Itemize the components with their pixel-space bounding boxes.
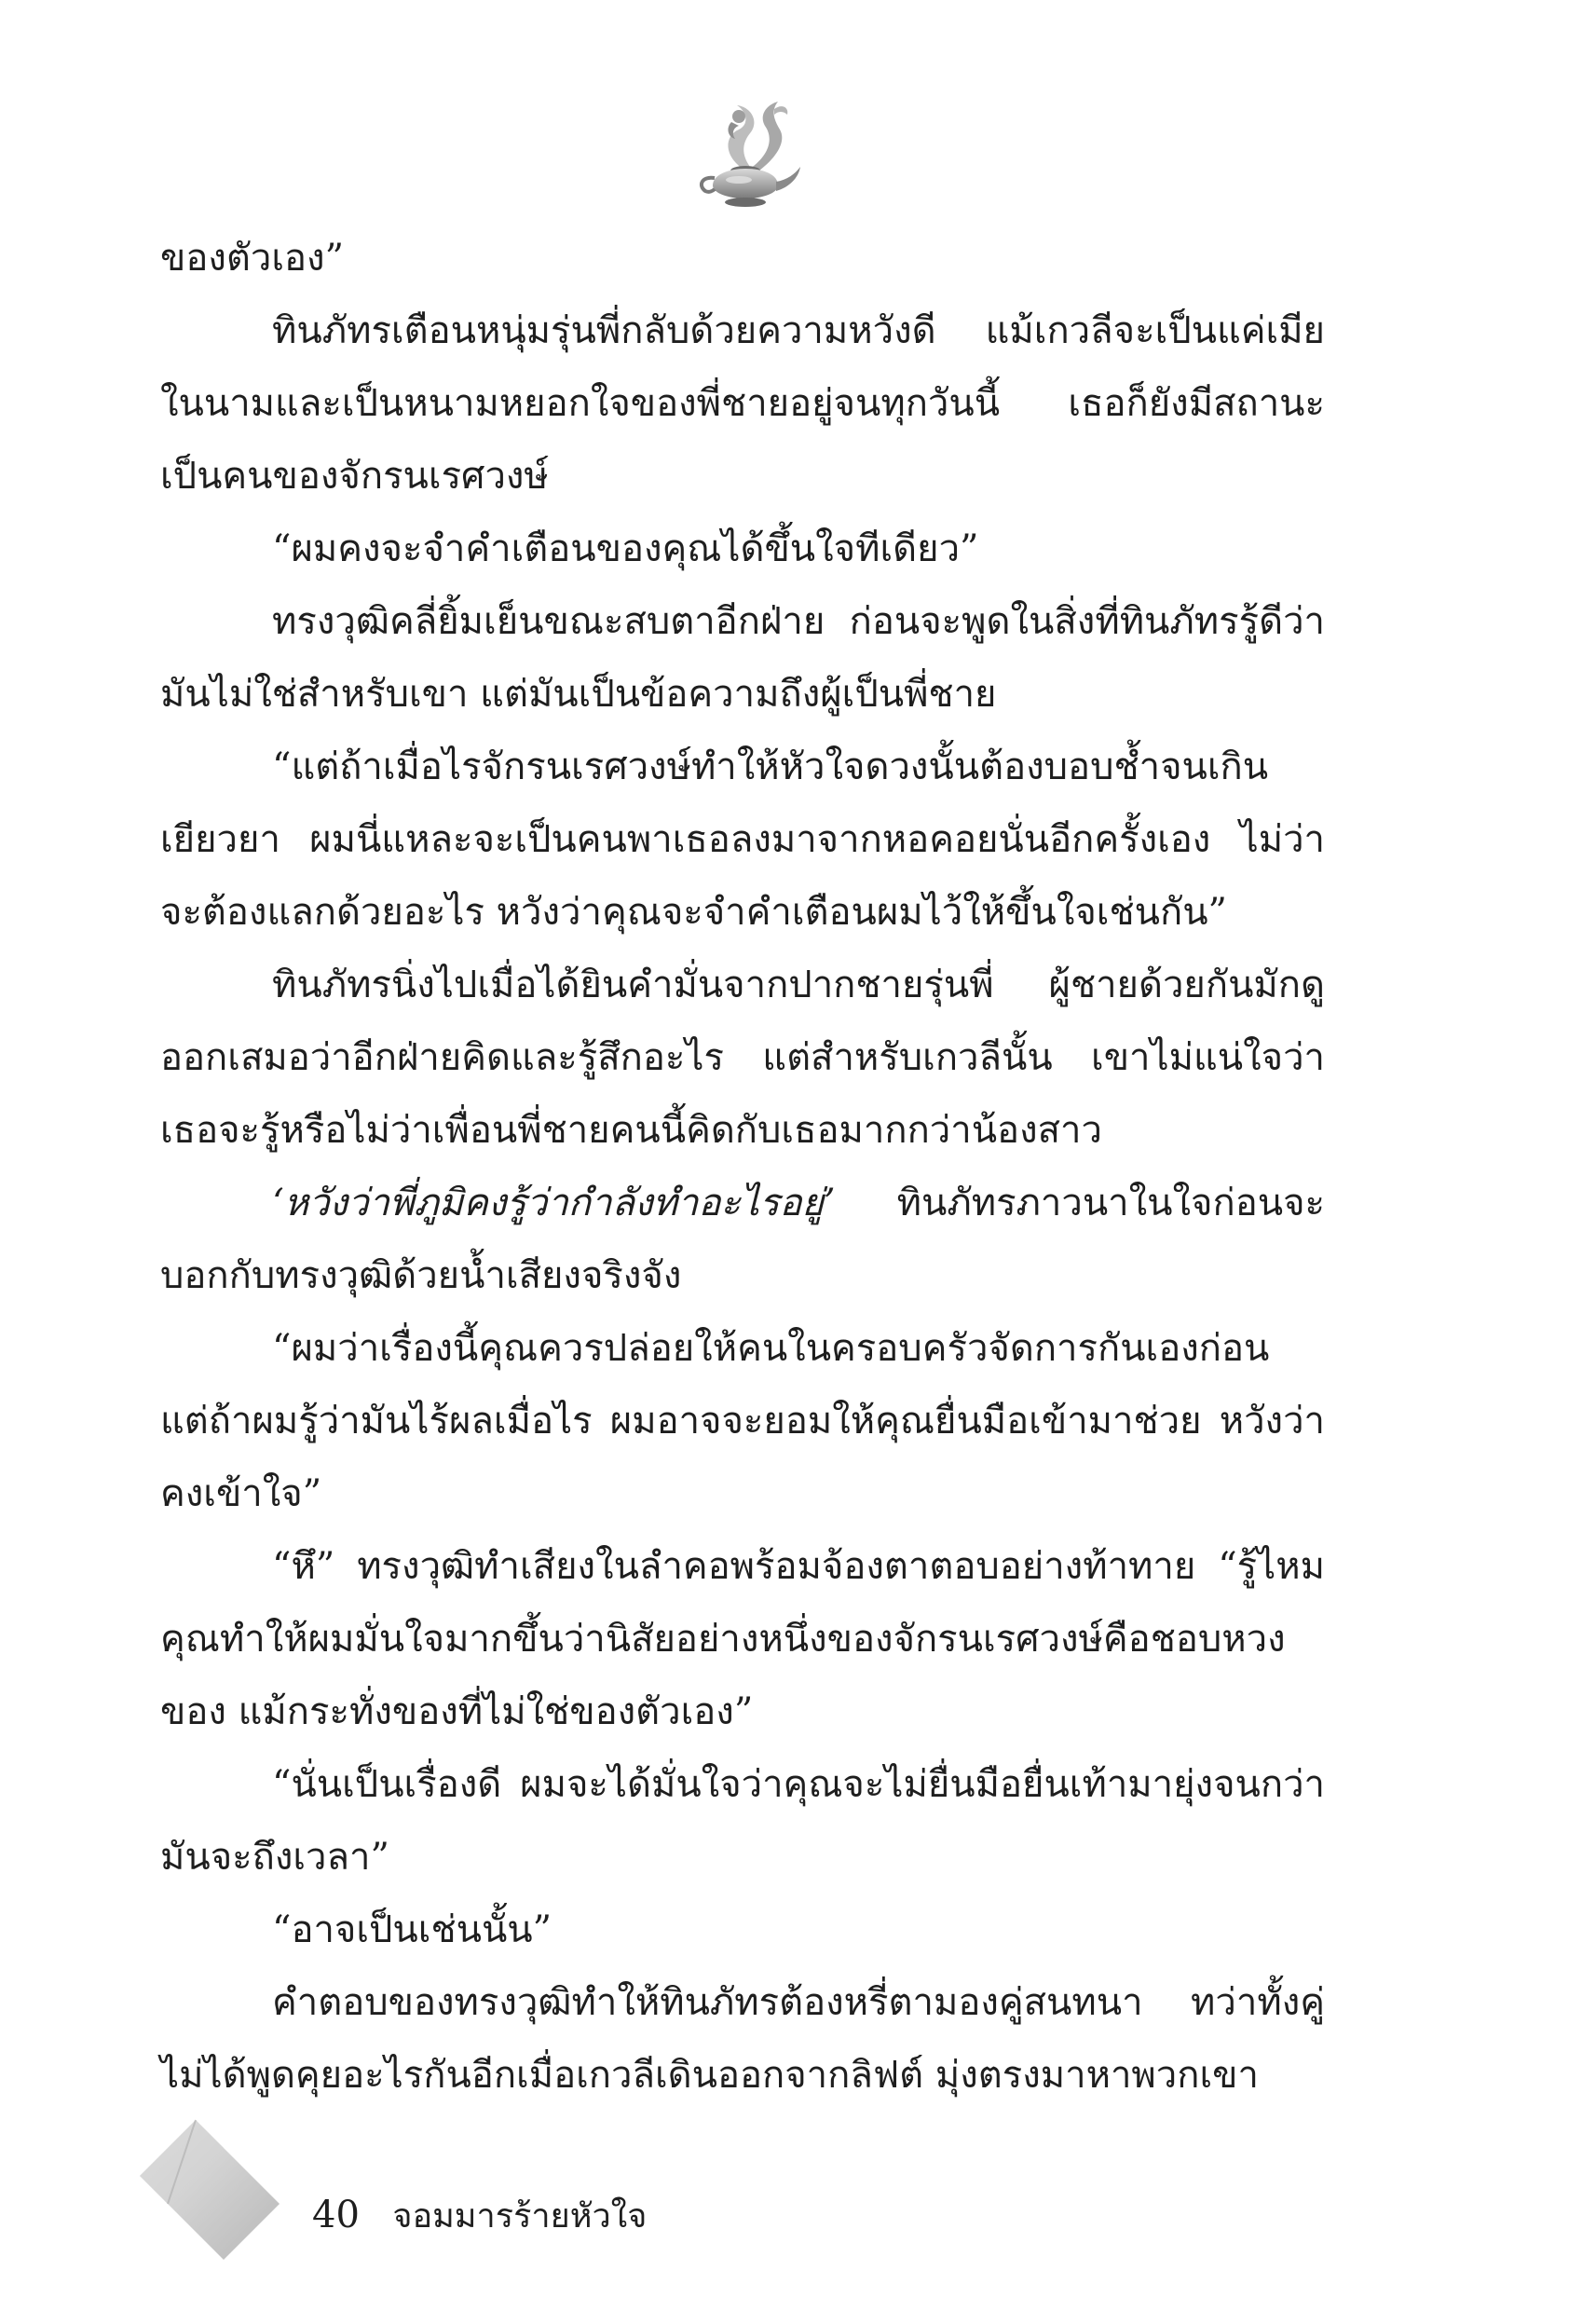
paragraph: ทรงวุฒิคลี่ยิ้มเย็นขณะสบตาอีกฝ่าย ก่อนจะพูดในสิ่งที่ทินภัทรรู้ดีว่ามันไม่ใช่สำหรับเขา แต่มันเป็นข้อความถึงผู้เป็นพี่ชาย bbox=[160, 600, 1325, 716]
page-footer bbox=[312, 2195, 647, 2237]
paragraph: “หึ” ทรงวุฒิทำเสียงในลำคอพร้อมจ้องตาตอบอย่างท้าทาย “รู้ไหม คุณทำให้ผมมั่นใจมากขึ้นว่านิสัยอย่างหนึ่งของจักรนเรศวงษ์คือชอบหวงของ แม้กระทั่งของที่ไม่ใช่ของตัวเอง” bbox=[160, 1545, 1325, 1733]
page-number: 40 bbox=[312, 2194, 360, 2236]
inner-thought: ‘หวังว่าพี่ภูมิคงรู้ว่ากำลังทำอะไรอยู่’ bbox=[272, 1182, 836, 1224]
paragraph: “อาจเป็นเช่นนั้น” bbox=[272, 1908, 552, 1951]
chapter-body bbox=[160, 222, 1325, 2112]
teapot-genie-ornament-icon bbox=[685, 89, 806, 219]
paragraph: “นั่นเป็นเรื่องดี ผมจะได้มั่นใจว่าคุณจะไม่ยื่นมือยื่นเท้ามายุ่งจนกว่ามันจะถึงเวลา” bbox=[160, 1763, 1325, 1879]
envelope-corner-icon bbox=[130, 2101, 289, 2260]
paragraph: “แต่ถ้าเมื่อไรจักรนเรศวงษ์ทำให้หัวใจดวงนั้นต้องบอบช้ำจนเกินเยียวยา ผมนี่แหละจะเป็นคนพาเธอลงมาจากหอคอยนั่นอีกครั้งเอง ไม่ว่าจะต้องแลกด้วยอะไร หวังว่าคุณจะจำคำเตือนผมไว้ให้ขึ้นใจเช่นกัน” bbox=[160, 745, 1325, 934]
paragraph: คำตอบของทรงวุฒิทำให้ทินภัทรต้องหรี่ตามองคู่สนทนา ทว่าทั้งคู่ไม่ได้พูดคุยอะไรกันอีกเมื่อเกวลีเดินออกจากลิฟต์ มุ่งตรงมาหาพวกเขา bbox=[160, 1981, 1325, 2097]
paragraph-with-thought bbox=[160, 1167, 1325, 1312]
paragraph: ของตัวเอง” bbox=[160, 237, 345, 280]
paragraph: ทินภัทรนิ่งไปเมื่อได้ยินคำมั่นจากปากชายรุ่นพี่ ผู้ชายด้วยกันมักดูออกเสมอว่าอีกฝ่ายคิดและรู้สึกอะไร แต่สำหรับเกวลีนั้น เขาไม่แน่ใจว่าเธอจะรู้หรือไม่ว่าเพื่อนพี่ชายคนนี้คิดกับเธอมากกว่าน้องสาว bbox=[160, 964, 1325, 1152]
book-title: จอมมารร้ายหัวใจ bbox=[392, 2197, 648, 2236]
paragraph: “ผมคงจะจำคำเตือนของคุณได้ขึ้นใจทีเดียว” bbox=[272, 527, 979, 570]
paragraph: ทินภัทรเตือนหนุ่มรุ่นพี่กลับด้วยความหวังดี แม้เกวลีจะเป็นแค่เมียในนามและเป็นหนามหยอกใจของพี่ชายอยู่จนทุกวันนี้ เธอก็ยังมีสถานะเป็นคนของจักรนเรศวงษ์ bbox=[160, 309, 1325, 498]
paragraph: “ผมว่าเรื่องนี้คุณควรปล่อยให้คนในครอบครัวจัดการกันเองก่อน แต่ถ้าผมรู้ว่ามันไร้ผลเมื่อไร ผมอาจจะยอมให้คุณยื่นมือเข้ามาช่วย หวังว่าคงเข้าใจ” bbox=[160, 1327, 1325, 1515]
paragraph-text: ทินภัทรภาวนาในใจก่อนจะบอกกับทรงวุฒิด้วยน้ำเสียงจริงจัง bbox=[160, 1182, 1325, 1297]
